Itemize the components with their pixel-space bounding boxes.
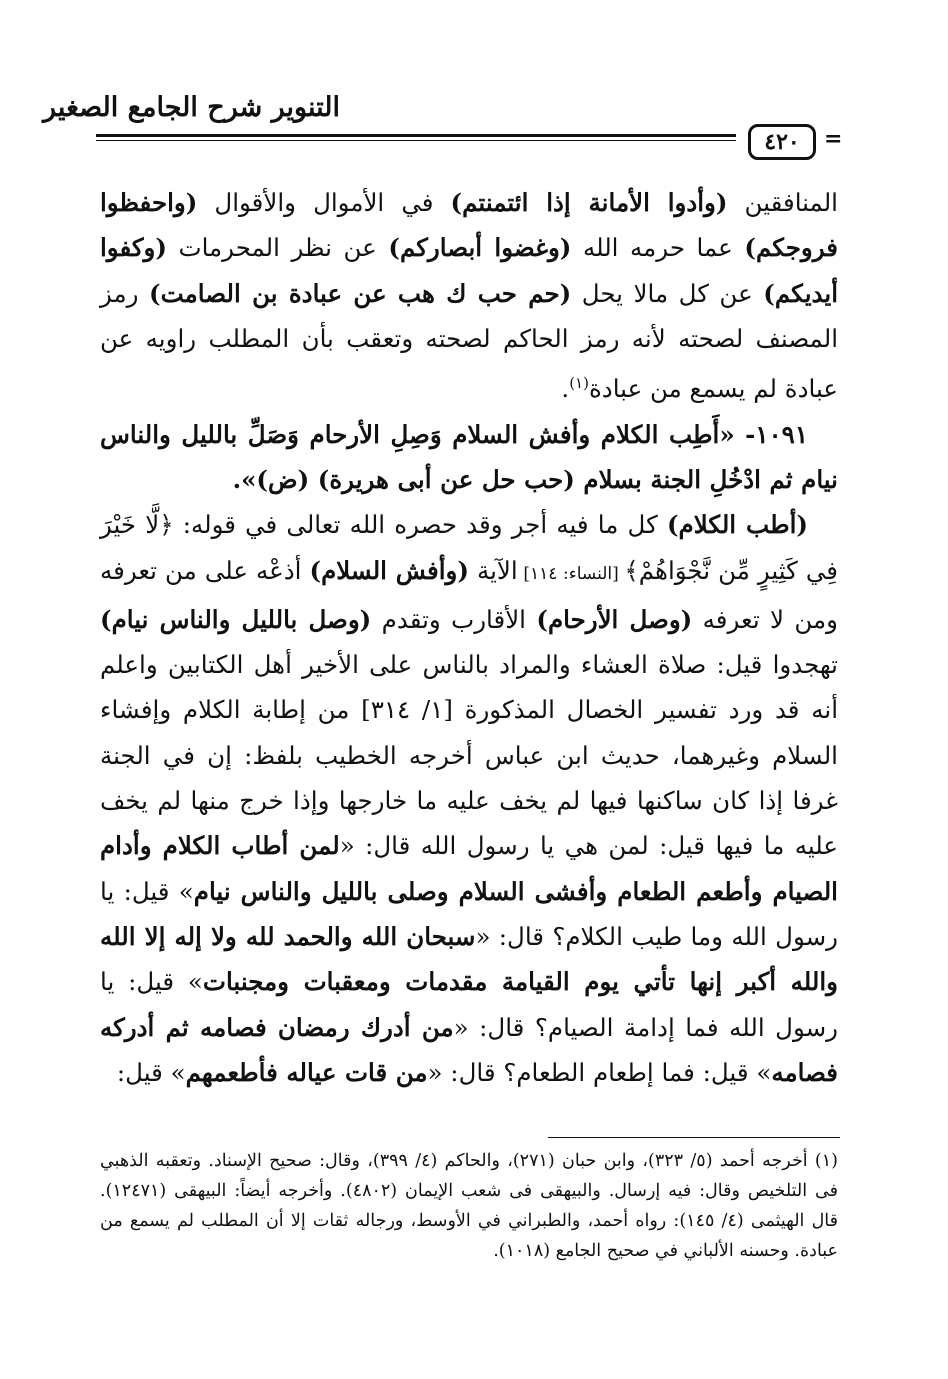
text-run: في الأموال والأقوال bbox=[197, 188, 451, 217]
text-run: كل ما فيه أجر وقد حصره الله تعالى في قوله: bbox=[173, 510, 667, 540]
quran-citation: [النساء: ١١٤] bbox=[517, 563, 625, 584]
text-run: المنافقين bbox=[727, 188, 838, 217]
hadith-quote: من قات عياله فأطعمهم bbox=[185, 1057, 428, 1087]
text-run: عن نظر المحرمات bbox=[166, 233, 389, 263]
hadith-phrase: (وكفوا أيديكم) bbox=[100, 233, 838, 308]
running-title: التنوير شرح الجامع الصغير bbox=[43, 92, 340, 123]
header-rule-thick bbox=[96, 134, 736, 137]
source-codes: (حم حب ك هب عن عبادة بن الصامت) bbox=[149, 278, 572, 308]
text-run: » قيل: يا رسول الله وما طيب الكلام؟ قال: « bbox=[100, 876, 838, 951]
hadith-quote: من أدرك رمضان فصامه ثم أدركه فصامه bbox=[100, 1012, 838, 1087]
hadith-phrase: (وأدوا الأمانة إذا ائتمنتم) bbox=[450, 188, 728, 217]
page-header bbox=[43, 86, 848, 166]
lemma: (وأفش السلام) bbox=[309, 555, 469, 585]
commentary-paragraph bbox=[100, 502, 838, 1095]
hadith-phrase: (واحفظوا فروجكم) bbox=[100, 188, 838, 263]
text-run: أذعْه على من تعرفه ومن لا تعرفه bbox=[100, 555, 839, 634]
text-run: » قيل: يا رسول الله فما إدامة الصيام؟ قال: « bbox=[100, 967, 838, 1042]
text-run: الآية bbox=[468, 555, 518, 585]
paragraph-continuation bbox=[100, 180, 838, 412]
hadith-phrase: (وغضوا أبصاركم) bbox=[388, 233, 572, 263]
lemma: (وصل بالليل والناس نيام) bbox=[100, 604, 372, 634]
hadith-quote: لمن أطاب الكلام وأدام الصيام وأطعم الطعام وأفشى السلام وصلى بالليل والناس نيام bbox=[100, 831, 838, 906]
text-run: . bbox=[561, 374, 570, 404]
footnote-divider bbox=[548, 1137, 840, 1138]
hadith-quote: سبحان الله والحمد لله ولا إله إلا الله والله أكبر إنها تأتي يوم القيامة مقدمات ومعقبات ومجنبات bbox=[100, 921, 838, 997]
text-run: الأقارب وتقدم bbox=[371, 604, 537, 634]
main-text bbox=[100, 180, 838, 1095]
header-rule-thin bbox=[96, 140, 736, 141]
text-run: » قيل: bbox=[116, 1057, 186, 1087]
footnote-reference[interactable]: (١) bbox=[569, 374, 589, 393]
footnote-1: (١) أخرجه أحمد (٥/ ٣٢٣)، وابن حبان (٢٧١)، والحاكم (٤/ ٣٩٩)، وقال: صحيح الإسناد. وتعقبه الذهبي فى التلخيص وقال: فيه إرسال. والبيهقى فى شعب الإيمان (٤٨٠٢). وأخرجه أيضاً: البيهقى (١٢٤٧١). قال الهيثمى (٤/ ١٤٥): رواه أحمد، والطبراني في الأوسط، ورجاله ثقات إلا أن المطلب لم يسمع من عبادة. وحسنه الألباني في صحيح الجامع (١٠١٨). bbox=[100, 1151, 838, 1261]
hadith-1091: ١٠٩١- «أَطِب الكلام وأفش السلام وَصِلِ الأرحام وَصَلِّ بالليل والناس نيام ثم ادْخُلِ الجنة بسلام (حب حل عن أبى هريرة) (ض)». bbox=[100, 419, 838, 494]
lemma: (أطب الكلام) bbox=[666, 510, 808, 540]
text-run: عن كل مالا يحل bbox=[571, 278, 764, 308]
text-run: تهجدوا قيل: صلاة العشاء والمراد بالناس على الأخير أهل الكتابين واعلم أنه قد ورد تفسير الخصال المذكورة [١/ ٣١٤] من إطابة الكلام وإفشاء السلام وغيرهما، حديث ابن عباس أخرجه الخطيب بلفظ: إن في الجنة غرفا إذا كان ساكنها فيها لم يخف عليه ما خارجها وإذا خرج منها لم يخف عليه ما فيها قيل: لمن هي يا رسول الله قال: « bbox=[100, 650, 838, 861]
page-number: ٤٢٠ bbox=[748, 124, 816, 160]
text-run: » قيل: فما إطعام الطعام؟ قال: « bbox=[427, 1057, 772, 1087]
footnotes bbox=[100, 1146, 838, 1266]
text-run: عما حرمه الله bbox=[571, 233, 745, 263]
lemma: (وصل الأرحام) bbox=[536, 604, 693, 634]
header-marker: = bbox=[824, 126, 843, 152]
text-run: رمز المصنف لصحته لأنه رمز الحاكم لصحته وتعقب بأن المطلب راويه عن عبادة لم يسمع من عبادة bbox=[100, 278, 838, 404]
quran-quote: ﴿لَّا خَيْرَ فِي كَثِيرٍ مِّن نَّجْوَاهُمْ﴾ bbox=[100, 510, 838, 585]
